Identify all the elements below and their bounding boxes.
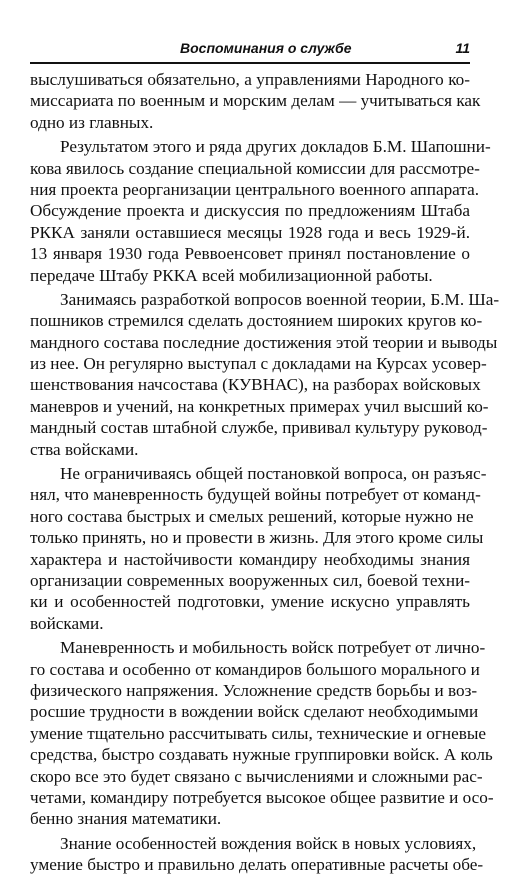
text-line: скоро все это будет связано с вычислениями и сложными рас- [30, 766, 483, 786]
text-line: выслушиваться обязательно, а управлениями Народного ко- [30, 70, 470, 89]
text-line: физического напряжения. Усложнение средств борьбы и воз- [30, 680, 478, 700]
text-line: Маневренность и мобильность войск потребует от лично- [60, 638, 486, 658]
text-line: шенствования начсостава (КУВНАС), на разборах войсковых [30, 375, 481, 395]
text-line: Результатом этого и ряда других докладов Б.М. Шапошни- [60, 137, 491, 157]
paragraph [30, 637, 494, 830]
text-line: Знание особенностей вождения войск в новых условиях, [60, 833, 477, 853]
text-line: ного состава быстрых и смелых решений, которые нужно не [30, 506, 474, 526]
text-line: миссариата по военным и морским делам — учитываться как [30, 91, 481, 111]
page-number: 11 [455, 40, 470, 56]
text-line: ки и особенностей подготовки, умение искусно управлять [30, 592, 470, 612]
text-line: Обсуждение проекта и дискуссия по предложениям Штаба [30, 201, 470, 221]
text-line: пошников стремился сделать достоянием широких кругов ко- [30, 311, 483, 331]
text-line: мандный состав штабной службе, прививал культуру руковод- [30, 418, 488, 438]
body-text [30, 69, 500, 875]
text-line: нял, что маневренность будущей войны потребует от команд- [30, 485, 481, 505]
text-line: организации современных вооруженных сил, боевой техни- [30, 570, 470, 590]
text-line: росшие трудности в вождении войск сделают необходимыми [30, 702, 479, 722]
text-line: характера и настойчивости командиру необходимы знания [30, 549, 470, 569]
text-line: средства, быстро создавать нужные группировки войск. А коль [30, 745, 493, 765]
text-line: передаче Штабу РККА всей мобилизационной работы. [30, 265, 433, 285]
text-line: умение быстро и правильно делать оперативные расчеты обе- [30, 855, 484, 875]
text-line: Занимаясь разработкой вопросов военной теории, Б.М. Ша- [60, 289, 500, 309]
text-line: РККА заняли оставшиеся месяцы 1928 года и весь 1929-й. [30, 222, 470, 242]
paragraph [30, 833, 484, 875]
header-rule [30, 62, 470, 64]
text-line: го состава и особенно от командиров большого морального и [30, 659, 480, 679]
page-header [30, 40, 470, 60]
text-line: войсками. [30, 613, 104, 633]
text-line: мандного состава последние достижения этой теории и выводы [30, 332, 498, 352]
text-line: маневров и учений, на конкретных примерах учил высший ко- [30, 396, 489, 416]
text-line: четами, командиру потребуется высокое общее развитие и осо- [30, 787, 494, 807]
text-line: ния проекта реорганизации центрального военного аппарата. [30, 179, 480, 199]
text-line: Не ограничиваясь общей постановкой вопроса, он разъяс- [60, 464, 487, 484]
text-line: кова явилось создание специальной комиссии для рассмотре- [30, 158, 480, 178]
paragraph [30, 289, 500, 460]
text-line: ства войсками. [30, 439, 139, 459]
paragraph [30, 69, 481, 133]
paragraph [30, 136, 491, 286]
text-line: умение тщательно рассчитывать силы, технические и огневые [30, 723, 487, 743]
paragraph [30, 463, 487, 634]
text-line: одно из главных. [30, 112, 154, 132]
text-line: только принять, но и провести в жизнь. Для этого кроме силы [30, 528, 484, 548]
text-line: бенно знания математики. [30, 809, 222, 829]
running-title: Воспоминания о службе [180, 40, 352, 56]
text-line: из нее. Он регулярно выступал с докладами на Курсах усовер- [30, 354, 487, 374]
text-line: 13 января 1930 года Реввоенсовет принял постановление о [30, 244, 470, 264]
